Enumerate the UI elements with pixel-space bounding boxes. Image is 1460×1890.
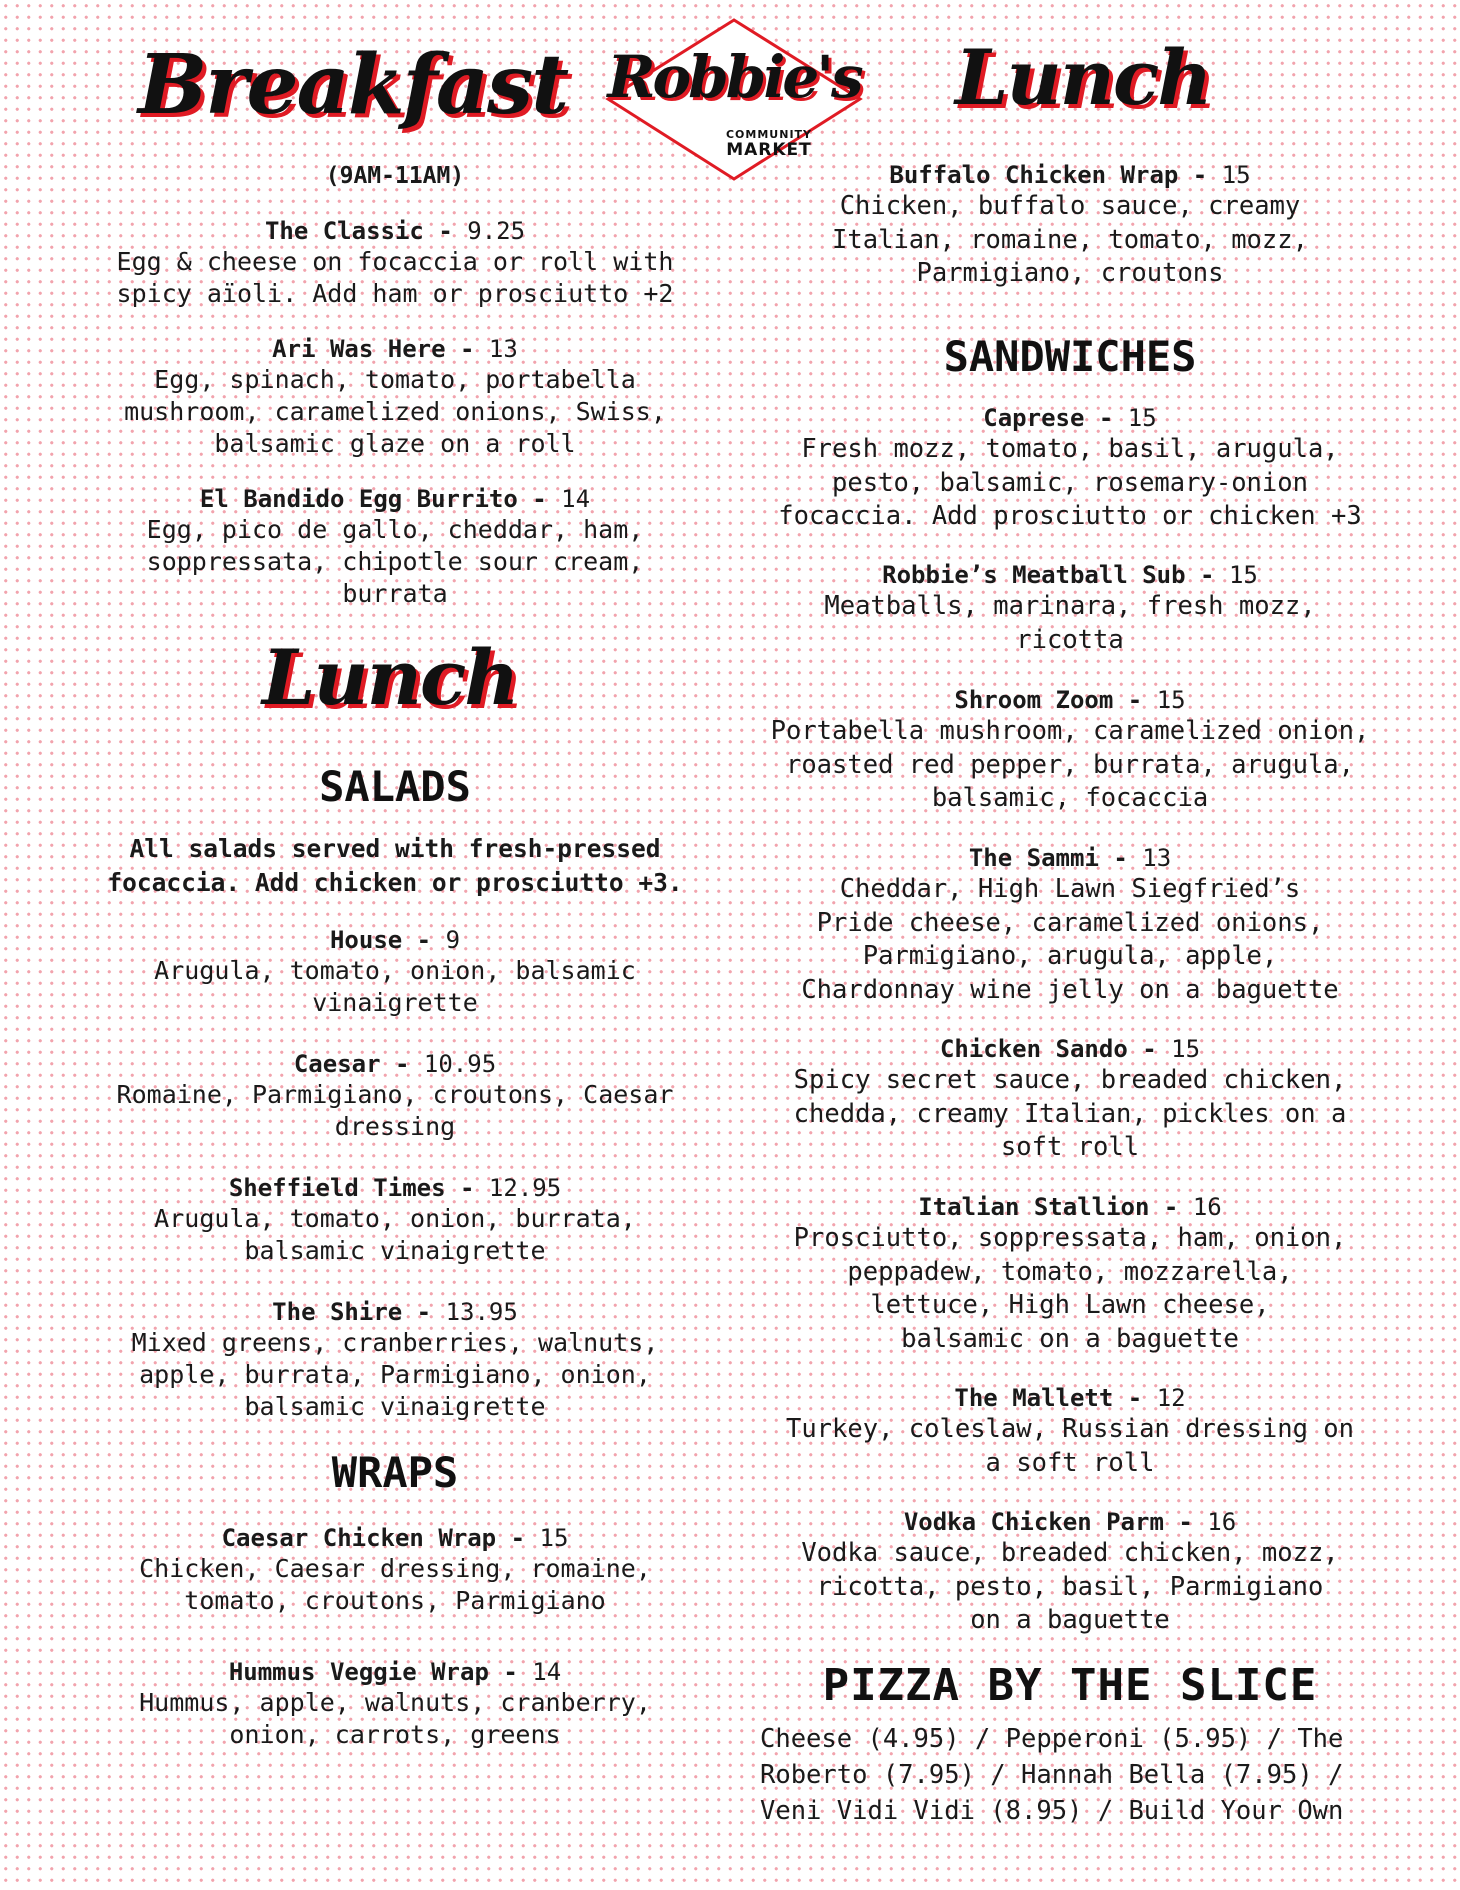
menu-item-description-line: spicy aïoli. Add ham or prosciutto +2 (116, 279, 674, 308)
menu-item-name: The Shire (272, 1298, 403, 1326)
menu-item-price: 12 (1156, 1384, 1186, 1412)
menu-item-name: El Bandido Egg Burrito (199, 485, 518, 513)
menu-item (735, 560, 1405, 657)
menu-item-description-line: mushroom, caramelized onions, Swiss, (124, 397, 666, 426)
menu-item (735, 1507, 1405, 1638)
menu-item-description-line: ricotta, pesto, basil, Parmigiano (816, 1571, 1324, 1602)
menu-item-description-line: ricotta (1016, 624, 1124, 655)
menu-item-description-line: Fresh mozz, tomato, basil, arugula, (801, 434, 1339, 464)
menu-item-separator: - (488, 1658, 533, 1686)
menu-item (70, 216, 720, 310)
menu-item (735, 403, 1405, 534)
menu-item-name: Caesar (293, 1050, 381, 1078)
menu-item-title (735, 685, 1405, 715)
menu-item-separator: - (445, 1174, 489, 1202)
menu-item-title (735, 1383, 1405, 1413)
menu-item-title (70, 1049, 720, 1079)
menu-item-description-line: Prosciutto, soppressata, ham, onion, (793, 1223, 1347, 1253)
menu-item-name: Sheffield Times (228, 1174, 446, 1202)
menu-item-price: 16 (1192, 1193, 1222, 1221)
menu-item-description-line: roasted red pepper, burrata, arugula, (785, 749, 1355, 780)
menu-item-separator: - (1113, 1384, 1157, 1412)
menu-item-name: Hummus Veggie Wrap (228, 1658, 489, 1686)
menu-item-title (70, 334, 720, 364)
menu-item (70, 1173, 720, 1267)
menu-item-title (735, 403, 1405, 433)
salads-note-line: focaccia. Add chicken or prosciutto +3. (107, 868, 683, 897)
menu-item (70, 1049, 720, 1143)
salads-note-line: All salads served with fresh-pressed (129, 834, 661, 863)
menu-item-name: The Classic (264, 217, 424, 245)
menu-item-description-line: lettuce, High Lawn cheese, (870, 1290, 1270, 1320)
menu-item-separator: - (402, 926, 446, 954)
menu-item (735, 685, 1405, 816)
menu-item-description-line: Portabella mushroom, caramelized onion, (770, 716, 1370, 746)
menu-item (70, 1657, 720, 1751)
menu-item (735, 843, 1405, 1007)
menu-item-price: 14 (561, 485, 591, 513)
menu-item-title (735, 1507, 1405, 1537)
menu-item-price: 15 (1156, 686, 1186, 714)
menu-item-price: 9.25 (467, 217, 526, 245)
menu-item-name: Shroom Zoom (954, 686, 1114, 714)
menu-item-separator: - (496, 1524, 540, 1552)
menu-item-description-line: Meatballs, marinara, fresh mozz, (824, 591, 1316, 621)
pizza-line: Roberto (7.95) / Hannah Bella (7.95) / (760, 1760, 1344, 1790)
menu-item-description-line: Chardonnay wine jelly on a baguette (801, 974, 1339, 1005)
menu-item-description-line: vinaigrette (312, 988, 478, 1017)
menu-item-title (70, 1173, 720, 1203)
breakfast-hours: (9AM-11AM) (325, 163, 465, 189)
menu-item-name: The Mallett (954, 1384, 1114, 1412)
menu-item-description-line: Egg, pico de gallo, cheddar, ham, (146, 515, 644, 544)
menu-item (70, 334, 720, 460)
menu-item-separator: - (402, 1298, 446, 1326)
menu-item-description-line: dressing (334, 1112, 456, 1141)
menu-item-separator: - (1113, 686, 1157, 714)
menu-item-description-line: Parmigiano, croutons (916, 258, 1224, 288)
menu-item-description-line: Cheddar, High Lawn Siegfried’s (839, 874, 1301, 904)
menu-item-description-line: onion, carrots, greens (229, 1720, 561, 1749)
menu-item (735, 1034, 1405, 1165)
menu-item-description-line: Romaine, Parmigiano, croutons, Caesar (116, 1080, 674, 1109)
menu-item-description-line: balsamic vinaigrette (244, 1392, 546, 1421)
menu-item-price: 12.95 (488, 1174, 562, 1202)
menu-item-title (70, 1657, 720, 1687)
menu-item-description-line: balsamic on a baguette (901, 1323, 1239, 1354)
logo-name: Robbie's (607, 43, 861, 111)
menu-item-separator: - (1178, 161, 1222, 189)
pizza-heading: PIZZA BY THE SLICE (822, 1660, 1318, 1711)
menu-item (735, 1192, 1405, 1356)
breakfast-heading: Breakfast (138, 37, 568, 133)
menu-item-description-line: pesto, balsamic, rosemary-onion (832, 467, 1308, 498)
menu-item-price: 15 (1221, 161, 1251, 189)
logo-market: MARKET (726, 140, 812, 160)
menu-item-description-line: balsamic glaze on a roll (214, 429, 576, 458)
menu-item (735, 160, 1405, 291)
menu-item-title (70, 1297, 720, 1327)
menu-item-description-line: Mixed greens, cranberries, walnuts, (131, 1328, 659, 1357)
menu-item-separator: - (445, 335, 489, 363)
menu-item-name: Ari Was Here (272, 335, 446, 363)
menu-item-title (735, 560, 1405, 590)
menu-item-description-line: Vodka sauce, breaded chicken, mozz, (801, 1538, 1339, 1568)
menu-item-description-line: burrata (342, 579, 448, 608)
menu-item-price: 13 (488, 335, 518, 363)
menu-item-separator: - (1163, 1508, 1208, 1536)
pizza-list (760, 1721, 1385, 1829)
menu-item-separator: - (1098, 844, 1143, 872)
menu-item-separator: - (380, 1050, 424, 1078)
menu-item-name: House (329, 926, 403, 954)
menu-item-title (70, 484, 720, 514)
menu-item-price: 14 (532, 1658, 562, 1686)
menu-item-description-line: Chicken, buffalo sauce, creamy (839, 191, 1301, 221)
menu-item-description-line: tomato, croutons, Parmigiano (184, 1586, 606, 1615)
menu-item-price: 15 (1127, 404, 1157, 432)
menu-item (70, 1523, 720, 1617)
menu-item-description-line: a soft roll (985, 1447, 1155, 1478)
menu-item-price: 13 (1142, 844, 1172, 872)
menu-item-title (735, 160, 1405, 190)
menu-item-description-line: Turkey, coleslaw, Russian dressing on (785, 1414, 1355, 1444)
menu-item-price: 16 (1207, 1508, 1237, 1536)
menu-item-title (70, 1523, 720, 1553)
lunch-heading-left: Lunch (262, 633, 518, 722)
menu-item-description-line: Arugula, tomato, onion, balsamic (154, 956, 636, 985)
menu-item-price: 15 (1228, 561, 1258, 589)
menu-item-description-line: Chicken, Caesar dressing, romaine, (139, 1554, 651, 1583)
menu-item-description-line: soft roll (1000, 1132, 1140, 1162)
menu-item-separator: - (1185, 561, 1229, 589)
menu-item-description-line: Parmigiano, arugula, apple, (862, 941, 1278, 971)
salads-note (70, 832, 720, 900)
menu-item (70, 484, 720, 610)
menu-item-separator: - (517, 485, 562, 513)
menu-item-name: Caesar Chicken Wrap (221, 1524, 497, 1552)
menu-item-description-line: peppadew, tomato, mozzarella, (847, 1256, 1293, 1287)
menu-item-separator: - (1127, 1035, 1172, 1063)
salads-heading: SALADS (319, 762, 471, 811)
pizza-line: Cheese (4.95) / Pepperoni (5.95) / The (760, 1724, 1344, 1754)
menu-item (70, 925, 720, 1019)
menu-item-name: Chicken Sando (939, 1035, 1128, 1063)
lunch-heading-right: Lunch (955, 33, 1211, 122)
wraps-heading: WRAPS (331, 1448, 459, 1497)
robbies-logo (605, 18, 863, 181)
sandwiches-heading: SANDWICHES (943, 332, 1197, 381)
menu-item-name: Caprese (983, 404, 1085, 432)
menu-item-price: 13.95 (445, 1298, 518, 1326)
menu-item (70, 1297, 720, 1423)
menu-item-price: 9 (445, 926, 461, 954)
menu-item-description-line: Egg & cheese on focaccia or roll with (116, 247, 674, 276)
menu-item-separator: - (1149, 1193, 1193, 1221)
menu-item-title (70, 216, 720, 246)
menu-item-title (735, 843, 1405, 873)
menu-item-title (735, 1192, 1405, 1222)
pizza-line: Veni Vidi Vidi (8.95) / Build Your Own (760, 1796, 1344, 1826)
menu-item-description-line: chedda, creamy Italian, pickles on a (793, 1098, 1347, 1129)
menu-item-description-line: balsamic, focaccia (931, 783, 1209, 813)
logo-community: COMMUNITY (725, 128, 813, 141)
menu-item-description-line: Hummus, apple, walnuts, cranberry, (139, 1688, 651, 1717)
menu-item-price: 10.95 (423, 1050, 497, 1078)
menu-item-description-line: focaccia. Add prosciutto or chicken +3 (778, 501, 1362, 531)
menu-item-separator: - (1084, 404, 1128, 432)
menu-item-name: Buffalo Chicken Wrap (889, 161, 1179, 189)
menu-item-title (735, 1034, 1405, 1064)
menu-item-name: The Sammi (968, 844, 1099, 872)
menu-item-description-line: Italian, romaine, tomato, mozz, (832, 224, 1308, 255)
menu-item-description-line: Spicy secret sauce, breaded chicken, (793, 1065, 1347, 1095)
menu-item-description-line: on a baguette (970, 1605, 1170, 1635)
menu-item (735, 1383, 1405, 1480)
menu-item-description-line: balsamic vinaigrette (244, 1236, 546, 1265)
menu-item-name: Robbie’s Meatball Sub (882, 561, 1186, 589)
menu-item-price: 15 (1171, 1035, 1201, 1063)
menu-item-description-line: Egg, spinach, tomato, portabella (154, 365, 636, 394)
menu-item-name: Vodka Chicken Parm (903, 1508, 1164, 1536)
menu-item-description-line: soppressata, chipotle sour cream, (146, 547, 644, 576)
menu-item-separator: - (423, 217, 468, 245)
menu-item-description-line: Arugula, tomato, onion, burrata, (154, 1204, 636, 1233)
menu-item-name: Italian Stallion (918, 1193, 1150, 1221)
menu-item-description-line: Pride cheese, caramelized onions, (816, 907, 1324, 938)
menu-item-price: 15 (539, 1524, 569, 1552)
menu-item-title (70, 925, 720, 955)
menu-item-description-line: apple, burrata, Parmigiano, onion, (139, 1360, 651, 1389)
